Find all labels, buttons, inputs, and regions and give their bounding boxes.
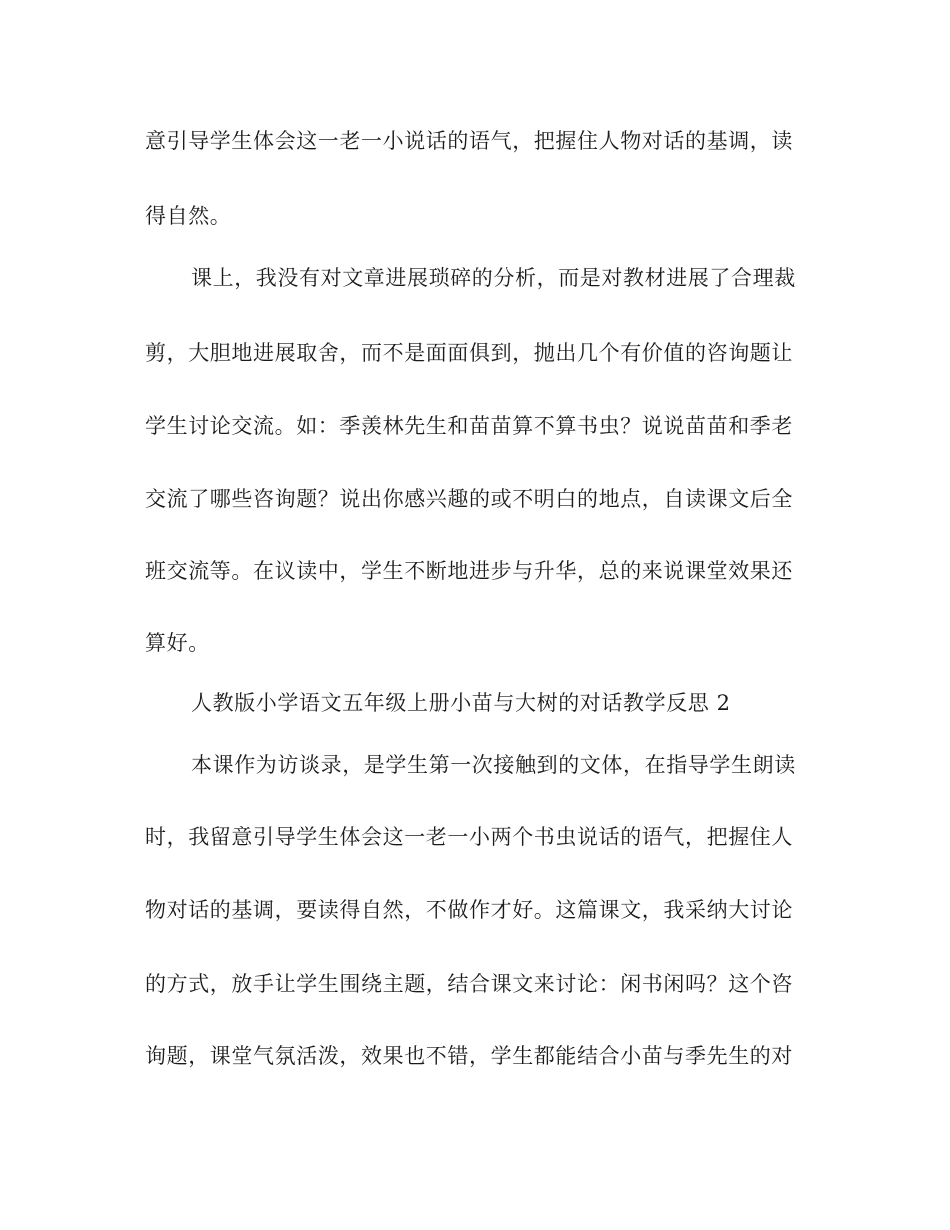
paragraph-line: 本课作为访谈录，是学生第一次接触到的文体，在指导学生朗读 — [191, 753, 796, 777]
paragraph-line: 学生讨论交流。如：季羡林先生和苗苗算不算书虫？说说苗苗和季老 — [145, 414, 793, 438]
paragraph-line: 剪，大胆地进展取舍，而不是面面俱到，抛出几个有价值的咨询题让 — [145, 341, 793, 365]
paragraph-line: 询题，课堂气氛活泼，效果也不错，学生都能结合小苗与季先生的对 — [145, 1044, 793, 1068]
paragraph-line: 课上，我没有对文章进展琐碎的分析，而是对教材进展了合理裁 — [191, 266, 796, 290]
section-heading: 人教版小学语文五年级上册小苗与大树的对话教学反思 2 — [191, 691, 731, 715]
paragraph-line: 的方式，放手让学生围绕主题，结合课文来讨论：闲书闲吗？这个咨 — [145, 972, 793, 996]
paragraph-line: 物对话的基调，要读得自然，不做作才好。这篇课文，我采纳大讨论 — [145, 898, 793, 922]
paragraph-line: 交流了哪些咨询题？说出你感兴趣的或不明白的地点，自读课文后全 — [145, 487, 793, 511]
paragraph-line: 班交流等。在议读中，学生不断地进步与升华，总的来说课堂效果还 — [145, 559, 793, 583]
paragraph-line: 意引导学生体会这一老一小说话的语气，把握住人物对话的基调，读 — [145, 129, 793, 153]
paragraph-line: 算好。 — [145, 631, 210, 655]
paragraph-line: 得自然。 — [145, 204, 232, 228]
paragraph-line: 时，我留意引导学生体会这一老一小两个书虫说话的语气，把握住人 — [145, 825, 793, 849]
